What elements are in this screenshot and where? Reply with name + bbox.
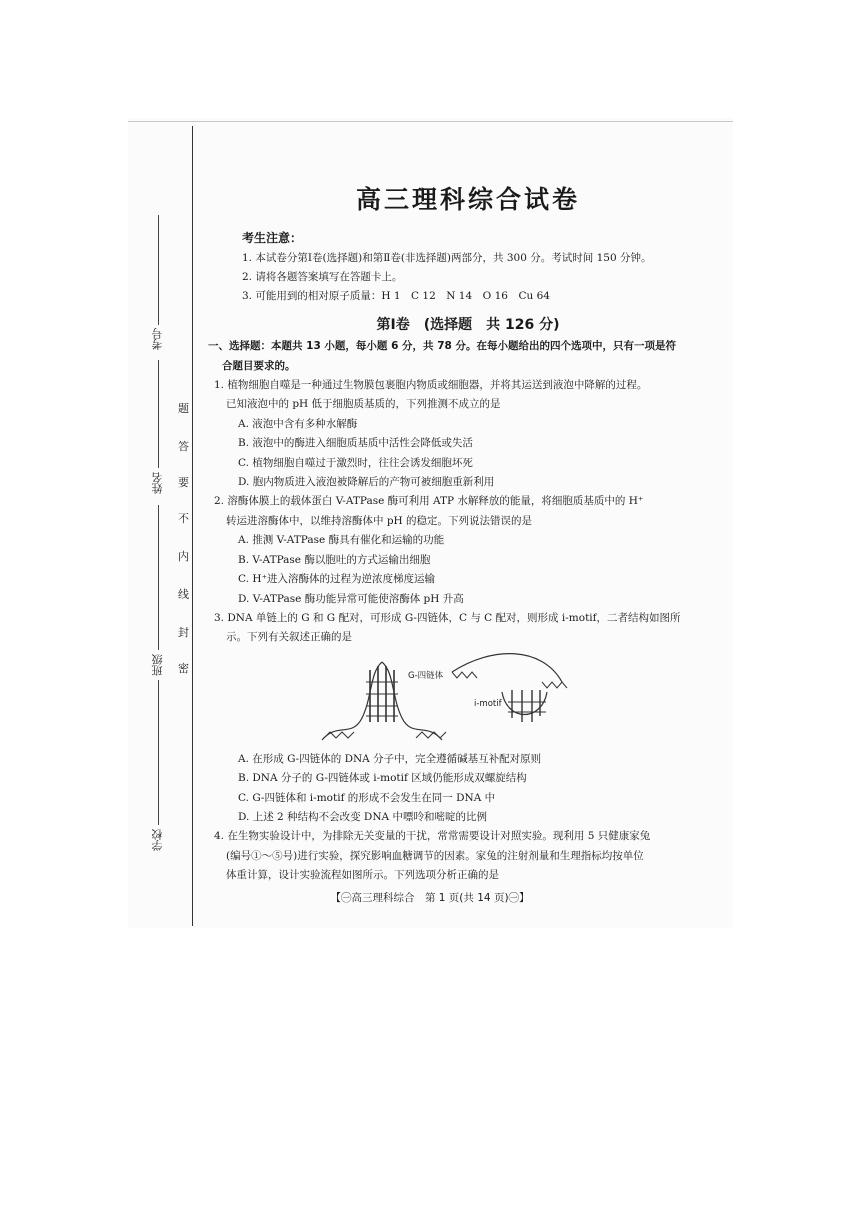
question-3-stem: 3. DNA 单链上的 G 和 G 配对，可形成 G-四链体，C 与 C 配对，则形成 i-motif，二者结构如图所 (214, 611, 681, 624)
figure-label-g-quadruplex: G-四链体 (408, 670, 444, 681)
exam-number-blank[interactable] (158, 215, 159, 325)
figure-label-i-motif: i-motif (474, 698, 502, 709)
exam-content (208, 185, 724, 886)
question-1-option-d: D. 胞内物质进入液泡被降解后的产物可被细胞重新利用 (238, 476, 495, 489)
seal-char: 不 (178, 512, 189, 525)
seal-char: 要 (178, 476, 189, 489)
question-2-stem: 2. 溶酶体膜上的载体蛋白 V-ATPase 酶可利用 ATP 水解释放的能量，将细胞质基质中的 H⁺ (214, 495, 644, 508)
seal-char: 内 (178, 550, 189, 563)
exam-title: 高三理科综合试卷 (355, 185, 580, 214)
question-4-stem-cont: 体重计算，设计实验流程如图所示。下列选项分析正确的是 (226, 869, 499, 882)
seal-char: 答 (178, 440, 189, 453)
question-2-option-c: C. H⁺进入溶酶体的过程为逆浓度梯度运输 (238, 573, 436, 586)
question-3-option-b: B. DNA 分子的 G-四链体或 i-motif 区域仍能形成双螺旋结构 (238, 772, 527, 785)
question-2-option-d: D. V-ATPase 酶功能异常可能使溶酶体 pH 升高 (238, 592, 464, 605)
seal-char: 题 (178, 402, 189, 415)
question-4-stem-cont: (编号①～⑤号)进行实验，探究影响血糖调节的因素。家兔的注射剂量和生理指标均按单位 (226, 849, 644, 862)
page-footer: 【㊀高三理科综合 第 1 页(共 14 页)㊀】 (330, 892, 530, 904)
question-3-option-a: A. 在形成 G-四链体的 DNA 分子中，完全遵循碱基互补配对原则 (238, 752, 542, 765)
class-blank[interactable] (158, 505, 159, 650)
label-class: 班级 (151, 654, 164, 676)
question-1-stem: 1. 植物细胞自噬是一种通过生物膜包裹胞内物质或细胞器，并将其运送到液泡中降解的过程。 (214, 379, 648, 392)
dna-structure-figure (212, 652, 724, 744)
i-motif-diagram (452, 653, 567, 721)
dna-structures-illustration (212, 652, 724, 744)
section-instructions-cont: 合题目要求的。 (222, 359, 296, 372)
seal-char: 线 (178, 588, 189, 601)
question-4-stem: 4. 在生物实验设计中，为排除无关变量的干扰，常常需要设计对照实验。现利用 5 只健康家兔 (214, 830, 651, 843)
top-edge (128, 121, 733, 122)
question-2-option-a: A. 推测 V-ATPase 酶具有催化和运输的功能 (238, 534, 445, 547)
notice-heading: 考生注意： (242, 231, 303, 246)
question-1-option-b: B. 液泡中的酶进入细胞质基质中活性会降低或失活 (238, 437, 473, 450)
question-1-stem-cont: 已知液泡中的 pH 低于细胞质基质的，下列推测不成立的是 (226, 398, 501, 411)
question-1-option-a: A. 液泡中含有多种水解酶 (238, 417, 358, 430)
label-school: 学校 (151, 829, 164, 851)
label-exam-number: 考号 (151, 328, 164, 350)
question-3-option-d: D. 上述 2 种结构不会改变 DNA 中嘌呤和嘧啶的比例 (238, 810, 487, 823)
seal-char: 密 (178, 662, 189, 675)
section-instructions: 一、选择题：本题共 13 小题，每小题 6 分，共 78 分。在每小题给出的四个选项中，只有一项是符 (208, 340, 676, 353)
binding-line (192, 126, 193, 926)
question-2-option-b: B. V-ATPase 酶以胞吐的方式运输出细胞 (238, 553, 431, 566)
label-name: 姓名 (151, 472, 164, 494)
question-3-option-c: C. G-四链体和 i-motif 的形成不会发生在同一 DNA 中 (238, 791, 496, 804)
question-2-stem-cont: 转运进溶酶体中，以维持溶酶体中 pH 的稳定。下列说法错误的是 (226, 514, 533, 527)
seal-char: 封 (178, 626, 189, 639)
question-3-stem-cont: 示。下列有关叙述正确的是 (226, 631, 352, 644)
notice-item: 3. 可能用到的相对原子质量：H 1 C 12 N 14 O 16 Cu 64 (242, 289, 550, 302)
question-1-option-c: C. 植物细胞自噬过于激烈时，往往会诱发细胞坏死 (238, 456, 473, 469)
school-blank[interactable] (158, 680, 159, 825)
notice-item: 1. 本试卷分第Ⅰ卷(选择题)和第Ⅱ卷(非选择题)两部分，共 300 分。考试时间 150 分钟。 (242, 251, 652, 264)
name-blank[interactable] (158, 360, 159, 468)
notice-item: 2. 请将各题答案填写在答题卡上。 (242, 270, 403, 283)
part1-title: 第Ⅰ卷 (选择题 共 126 分) (376, 316, 560, 333)
